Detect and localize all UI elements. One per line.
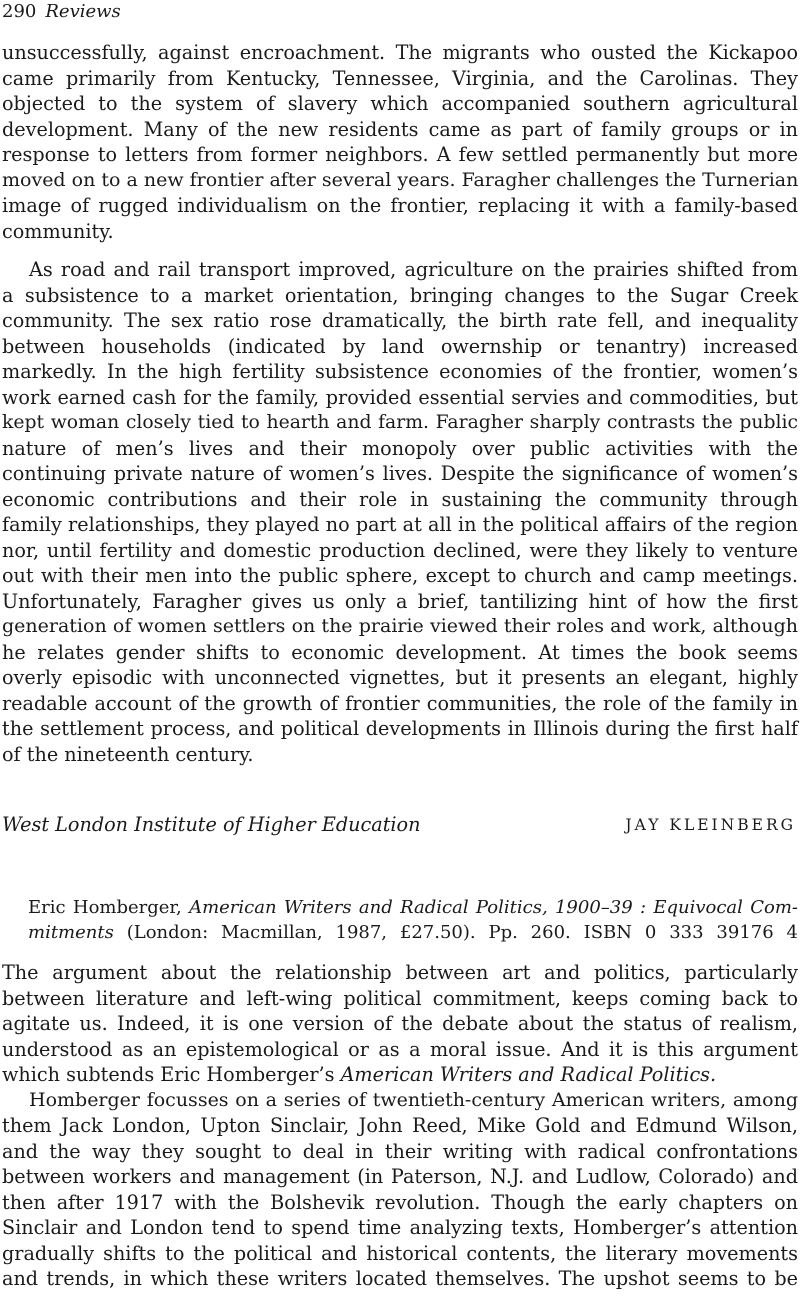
text-line: As road and rail transport improved, agriculture on the prairies shifted from bbox=[29, 258, 798, 281]
text-line: unsuccessfully, against encroachment. The migrants who ousted the Kickapoo bbox=[2, 41, 798, 64]
text-line: kept woman closely tied to hearth and farm. Faragher sharply contrasts the public bbox=[2, 412, 798, 433]
book-title-continued: mitments bbox=[28, 922, 114, 943]
text-line: nature of men’s lives and their monopoly over public activities with the bbox=[2, 436, 798, 460]
text-line: Sinclair and London tend to spend time analyzing texts, Homberger’s attention bbox=[2, 1216, 798, 1239]
text-line: nor, until fertility and domestic production declined, were they likely to venture bbox=[2, 538, 798, 562]
running-head-title: Reviews bbox=[45, 1, 121, 22]
text-line: image of rugged individualism on the frontier, replacing it with a family-based bbox=[2, 194, 798, 217]
text-line bbox=[2, 1062, 798, 1088]
text-line: objected to the system of slavery which accompanied southern agricultural bbox=[2, 92, 798, 115]
text-line: moved on to a new frontier after several years. Faragher challenges the Turnerian bbox=[2, 168, 799, 191]
text-line: them Jack London, Upton Sinclair, John Reed, Mike Gold and Edmund Wilson, bbox=[2, 1114, 798, 1137]
text-line: between literature and left-wing political commitment, keeps coming back to bbox=[2, 986, 798, 1010]
book-title-reference: American Writers and Radical Politics. bbox=[340, 1063, 717, 1086]
text-line: then after 1917 with the Bolshevik revolution. Though the early chapters on bbox=[2, 1190, 798, 1214]
text-line: the settlement process, and political developments in Illinois during the first half bbox=[2, 717, 798, 740]
citation-line-1 bbox=[28, 895, 798, 920]
text-line: community. bbox=[2, 219, 114, 243]
review1-paragraph-1 bbox=[2, 40, 798, 244]
text-line: he relates gender shifts to economic development. At times the book seems bbox=[2, 640, 798, 664]
running-header bbox=[2, 0, 121, 26]
text-line: and the way they sought to deal in their writing with radical confrontations bbox=[2, 1139, 798, 1163]
text-line: work earned cash for the family, provided essential servies and commodities, but bbox=[2, 385, 798, 409]
page-number: 290 bbox=[2, 1, 37, 22]
reviewer-name: JAY KLEINBERG bbox=[625, 816, 796, 834]
text-line: economic contributions and their role in sustaining the community through bbox=[2, 487, 798, 511]
text-segment: which subtends Eric Homberger’s bbox=[2, 1063, 341, 1086]
text-line: between workers and management (in Paterson, N.J. and Ludlow, Colorado) and bbox=[2, 1165, 798, 1188]
text-line: community. The sex ratio rose dramatically, the birth rate fell, and inequality bbox=[2, 309, 798, 332]
text-line: between households (indicated by land owernship or tenantry) increased bbox=[2, 334, 798, 358]
text-line: overly episodic with unconnected vignettes, but it presents an elegant, highly bbox=[2, 666, 798, 689]
text-line: Homberger focusses on a series of twentieth-century American writers, among bbox=[29, 1088, 798, 1111]
text-line: readable account of the growth of frontier communities, the role of the family in bbox=[2, 691, 798, 715]
text-line: gradually shifts to the political and historical contents, the literary movements bbox=[2, 1241, 798, 1265]
text-line: family relationships, they played no part at all in the political affairs of the region bbox=[2, 513, 798, 536]
text-line: response to letters from former neighbors. A few settled permanently but more bbox=[2, 143, 798, 166]
book-title: American Writers and Radical Politics, 1900–39 : Equivocal Com- bbox=[189, 897, 798, 918]
text-line: understood as an epistemological or as a moral issue. And it is this argument bbox=[2, 1037, 798, 1061]
text-line: out with their men into the public sphere, except to church and camp meetings. bbox=[2, 564, 798, 587]
text-line: markedly. In the high fertility subsistence economies of the frontier, women’s bbox=[2, 360, 798, 383]
text-line: continuing private nature of women’s lives. Despite the significance of women’s bbox=[2, 462, 798, 485]
citation-line-2 bbox=[28, 920, 798, 945]
book-author: Eric Homberger, bbox=[28, 897, 182, 918]
text-line: agitate us. Indeed, it is one version of the debate about the status of realism, bbox=[2, 1012, 798, 1035]
publication-details: (London: Macmillan, 1987, £27.50). Pp. 260. ISBN 0 333 39176 4 bbox=[126, 922, 798, 943]
text-line: came primarily from Kentucky, Tennessee, Virginia, and the Carolinas. They bbox=[2, 66, 798, 90]
text-line: Unfortunately, Faragher gives us only a brief, tantilizing hint of how the first bbox=[2, 589, 798, 613]
text-line: a subsistence to a market orientation, bringing changes to the Sugar Creek bbox=[2, 283, 798, 307]
text-line: The argument about the relationship between art and politics, particularly bbox=[2, 961, 798, 984]
reviewer-institution: West London Institute of Higher Education bbox=[2, 813, 421, 836]
text-line: and trends, in which these writers located themselves. The upshot seems to be bbox=[2, 1267, 798, 1290]
review1-signature bbox=[2, 813, 798, 841]
text-line: generation of women settlers on the prairie viewed their roles and work, although bbox=[2, 615, 798, 637]
text-line: development. Many of the new residents came as part of family groups or in bbox=[2, 117, 798, 141]
text-line: of the nineteenth century. bbox=[2, 742, 254, 766]
review2-citation bbox=[28, 895, 798, 945]
review1-paragraph-2 bbox=[2, 257, 798, 767]
review2-body bbox=[2, 960, 798, 1292]
